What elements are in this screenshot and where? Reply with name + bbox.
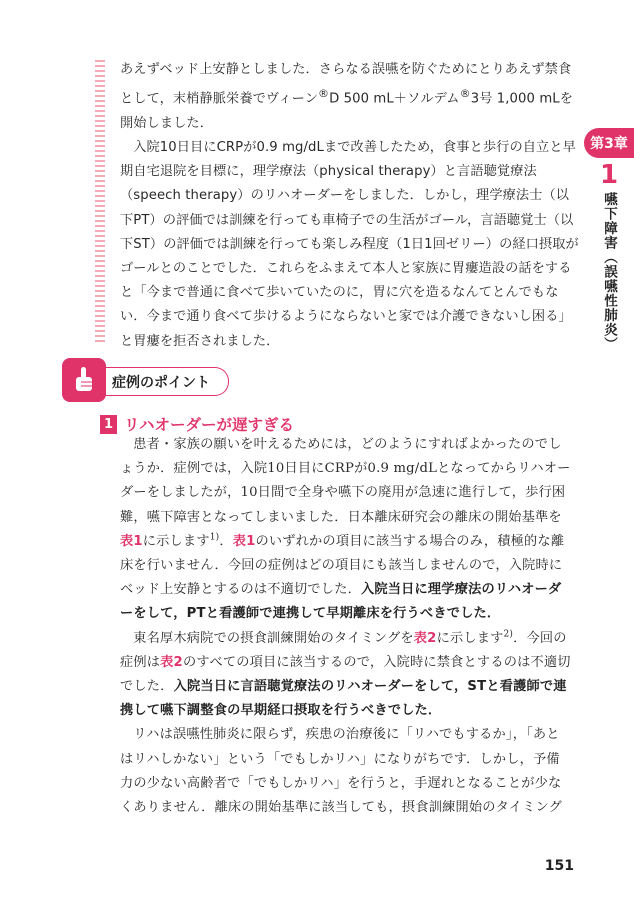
body-text: のすべての項目に該当するので，入院時に禁食とするのは不適切でした．	[120, 654, 571, 695]
table-reference[interactable]: 表1	[120, 533, 143, 549]
table-reference[interactable]: 表1	[232, 533, 256, 549]
section-title: リハオーダーが遅すぎる	[124, 416, 295, 434]
body-text: 患者・家族の願いを叶えるためには，どのようにすればよかったのでしょうか．症例では，入院10日目にCRPが0.9 mg/dLとなってからリハオーダーをしましたが，10日間で全身や嚥下の廃用が急速に進行して，歩行困難，嚥下障害となってしまいました．日本離床研究会の離床の開始基準を	[120, 437, 571, 525]
key-point-text: 入院当日に言語聴覚療法のリハオーダーをして，STと看護師で連携して嚥下調整食の早期経口摂取を行うべきでした．	[120, 679, 567, 719]
citation-reference: 2)	[503, 629, 514, 640]
case-paragraph-1	[120, 58, 580, 136]
section-body	[120, 433, 572, 820]
body-text: 東名厚木病院での摂食訓練開始のタイミングを	[133, 630, 414, 646]
table-reference[interactable]: 表2	[413, 630, 437, 646]
case-paragraph-2: 入院10日目にCRPが0.9 mg/dLまで改善したため，食事と歩行の自立と早期自宅退院を目標に，理学療法（physical therapy）と言語聴覚療法（speech therapy）のリハオーダーをしました．しかし，理学療法士（以下PT）の評価では訓練を行っても車椅子での生活がゴール，言語聴覚士（以下ST）の評価では訓練を行っても楽しみ程度（1日1回ゼリー）の経口摂取がゴールとのことでした．これらをふまえて本人と家族に胃瘻造設の話をすると「今まで普通に食べて歩いていたのに，胃に穴を造るなんてとんでもない．今まで通り食べて歩けるようにならないと家では介護できないし困る」と胃瘻を拒否されました．	[120, 140, 579, 349]
case-text: 3号 1,000 mLを開始しました．	[120, 91, 573, 131]
key-point-text: 入院当日に理学療法のリハオーダーをして，PTと看護師で連携して早期離床を行うべきでした．	[120, 582, 562, 622]
case-point-label: 症例のポイント	[96, 367, 229, 396]
section-heading	[100, 413, 294, 435]
case-text: D 500 mL＋ソルデム	[329, 91, 460, 107]
body-text: ．	[219, 533, 233, 549]
pointing-hand-icon	[62, 358, 106, 402]
body-paragraph-3: リハは誤嚥性肺炎に限らず，疾患の治療後に「リハでもするか」，「あとはリハしかない」という「でもしかリハ」になりがちです．しかし，予備力の少ない高齢者で「でもしかリハ」を行うと，手遅れとなることが少なくありません．離床の開始基準に該当しても，摂食訓練開始のタイミング	[120, 727, 563, 816]
body-text: に示します	[436, 630, 504, 646]
citation-reference: 1)	[209, 532, 220, 543]
case-description-box	[120, 58, 580, 354]
case-text: あえずベッド上安静としました．さらなる誤嚥を防ぐためにとりあえず禁食として，末梢静脈栄養でヴィーン	[120, 62, 572, 107]
chapter-title: 嚥下障害（誤嚥性肺炎）	[601, 192, 617, 352]
case-box-dashed-rule	[95, 60, 105, 345]
body-text: ．今回の症例は	[120, 630, 567, 670]
body-paragraph-2	[120, 627, 572, 724]
body-paragraph-1	[120, 433, 572, 627]
registered-mark: ®	[459, 87, 471, 101]
chapter-section-number: 1	[599, 160, 619, 190]
table-reference[interactable]: 表2	[160, 654, 183, 670]
body-text: のいずれかの項目に該当する場合のみ，積極的な離床を行いません．今回の症例はどの項目にも該当しませんので，入院時にベッド上安静とするのは不適切でした．	[120, 533, 565, 598]
body-text: に示します	[142, 533, 210, 549]
registered-mark: ®	[318, 87, 330, 101]
section-number-badge: 1	[100, 415, 117, 434]
chapter-tab: 第3章	[584, 128, 634, 158]
page-number: 151	[544, 858, 574, 874]
case-point-header	[62, 358, 222, 402]
